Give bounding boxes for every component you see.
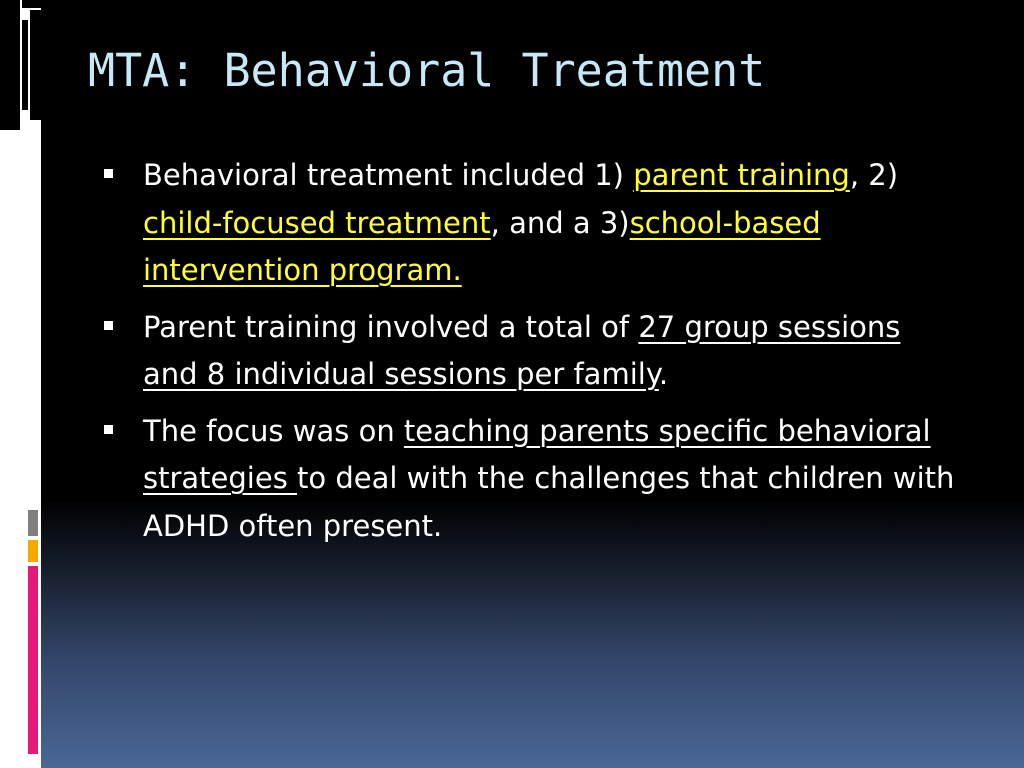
corner-squares-decoration (0, 0, 41, 130)
hyperlink[interactable]: child-focused treatment (143, 205, 491, 240)
text-segment: . (658, 357, 669, 391)
bullet-item (104, 152, 964, 295)
accent-bar-orange (28, 540, 38, 562)
bullet-text (143, 310, 900, 392)
left-decoration-strip (0, 0, 41, 768)
hyperlink[interactable]: parent training (633, 158, 850, 192)
bullet-text (143, 414, 954, 543)
bullet-square-icon (104, 321, 113, 330)
accent-bar-pink (28, 566, 38, 754)
text-segment: , and a 3) (490, 205, 630, 240)
underlined-text: 27 group sessions and 8 individual sessions per family (143, 309, 901, 391)
text-segment: The focus was on (143, 413, 404, 448)
text-segment: , 2) (849, 158, 899, 192)
hyperlink[interactable]: school-based intervention program. (143, 205, 821, 287)
slide-title: MTA: Behavioral Treatment (88, 44, 766, 97)
bullet-item (104, 408, 964, 551)
bullet-text (143, 158, 898, 287)
text-segment: Behavioral treatment included 1) (143, 158, 634, 192)
underlined-text: teaching parents specific behavioral strategies (143, 413, 931, 495)
bullet-item (104, 304, 964, 399)
bullet-square-icon (104, 425, 113, 434)
accent-bar-gray (28, 510, 38, 536)
bullet-square-icon (104, 169, 113, 178)
text-segment: Parent training involved a total of (143, 309, 639, 344)
text-segment: to deal with the challenges that children with ADHD often present. (143, 461, 955, 543)
bullet-list (104, 152, 964, 559)
